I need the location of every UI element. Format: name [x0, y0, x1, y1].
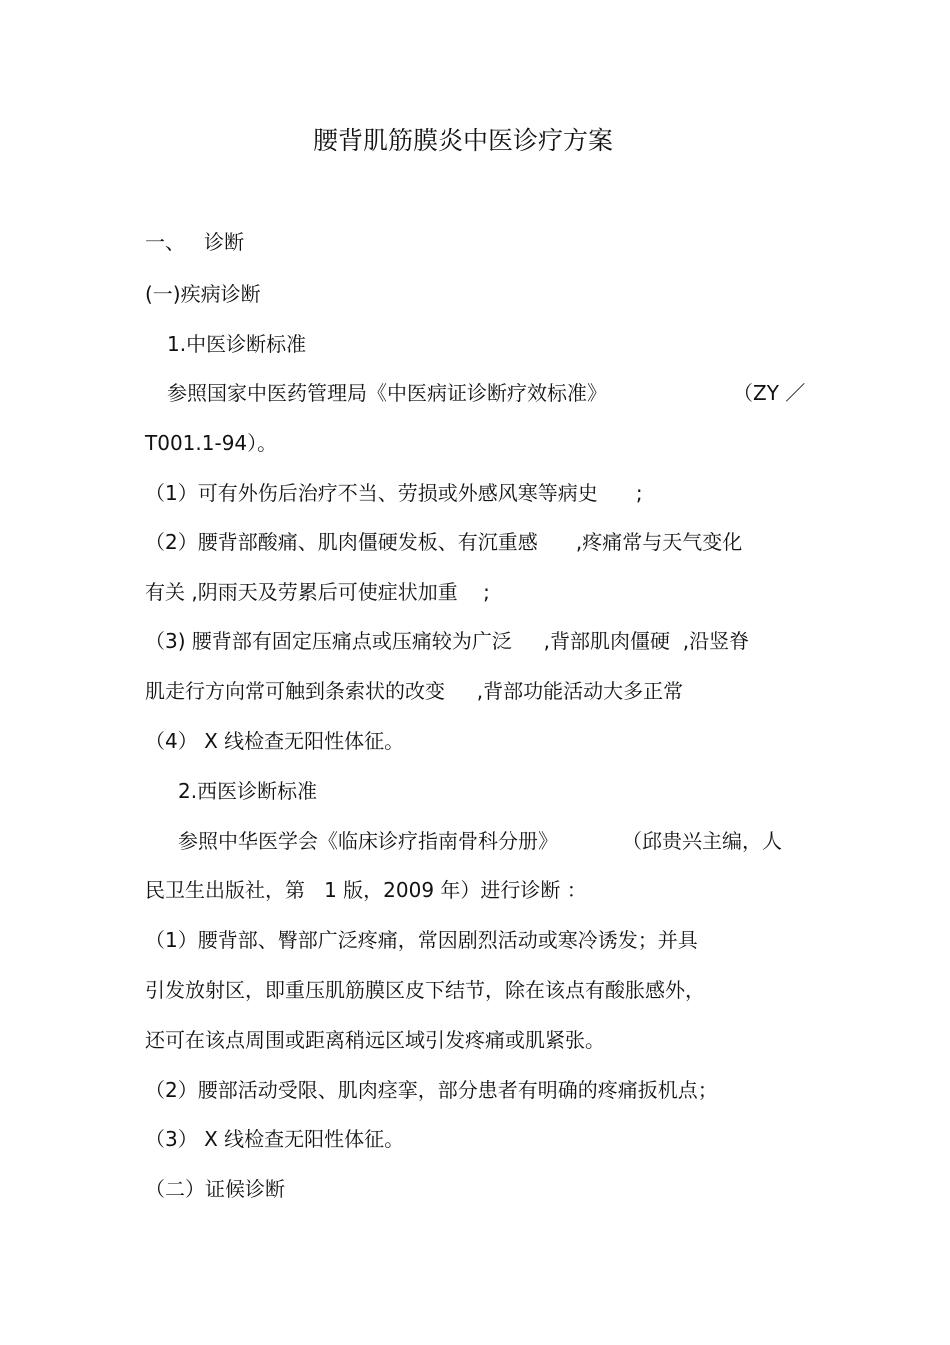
paragraph-line: 有关 ,阴雨天及劳累后可使症状加重 ; — [145, 580, 490, 604]
item-heading-tcm-criteria: 1.中医诊断标准 — [167, 332, 307, 356]
section-heading-diagnosis: 一、 诊断 — [145, 230, 245, 254]
item-heading-western-criteria: 2.西医诊断标准 — [178, 779, 318, 803]
paragraph-line: 参照中华医学会《临床诊疗指南骨科分册》 — [178, 829, 558, 853]
paragraph-line: （邱贵兴主编，人 — [622, 829, 782, 853]
paragraph-line: （ZY ／ — [733, 381, 806, 405]
paragraph-line: 参照国家中医药管理局《中医病证诊断疗效标准》 — [167, 381, 607, 405]
criteria-item: （3) 腰背部有固定压痛点或压痛较为广泛 ,背部肌肉僵硬 ,沿竖脊 — [145, 629, 750, 653]
document-title: 腰背肌筋膜炎中医诊疗方案 — [312, 126, 613, 155]
paragraph-line: 还可在该点周围或距离稍远区域引发疼痛或肌紧张。 — [145, 1028, 605, 1052]
paragraph-line: 肌走行方向常可触到条索状的改变 ,背部功能活动大多正常 — [145, 679, 684, 703]
paragraph-line: 引发放射区，即重压肌筋膜区皮下结节，除在该点有酸胀感外， — [145, 978, 705, 1002]
paragraph-line: T001.1-94）。 — [145, 431, 278, 455]
subsection-heading-syndrome-diagnosis: （二）证候诊断 — [145, 1177, 285, 1201]
criteria-item: （2）腰背部酸痛、肌肉僵硬发板、有沉重感 ,疼痛常与天气变化 — [145, 530, 743, 554]
criteria-item: （2）腰部活动受限、肌肉痉挛，部分患者有明确的疼痛扳机点； — [145, 1078, 718, 1102]
criteria-item: （4） X 线检查无阳性体征。 — [145, 729, 405, 753]
criteria-item: （3） X 线检查无阳性体征。 — [145, 1127, 405, 1151]
subsection-heading-disease-diagnosis: (一)疾病诊断 — [145, 282, 261, 306]
criteria-item: （1）可有外伤后治疗不当、劳损或外感风寒等病史 ; — [145, 481, 643, 505]
criteria-item: （1）腰背部、臀部广泛疼痛，常因剧烈活动或寒冷诱发；并具 — [145, 928, 698, 952]
paragraph-line: 民卫生出版社，第 1 版，2009 年）进行诊断 ： — [145, 878, 587, 902]
